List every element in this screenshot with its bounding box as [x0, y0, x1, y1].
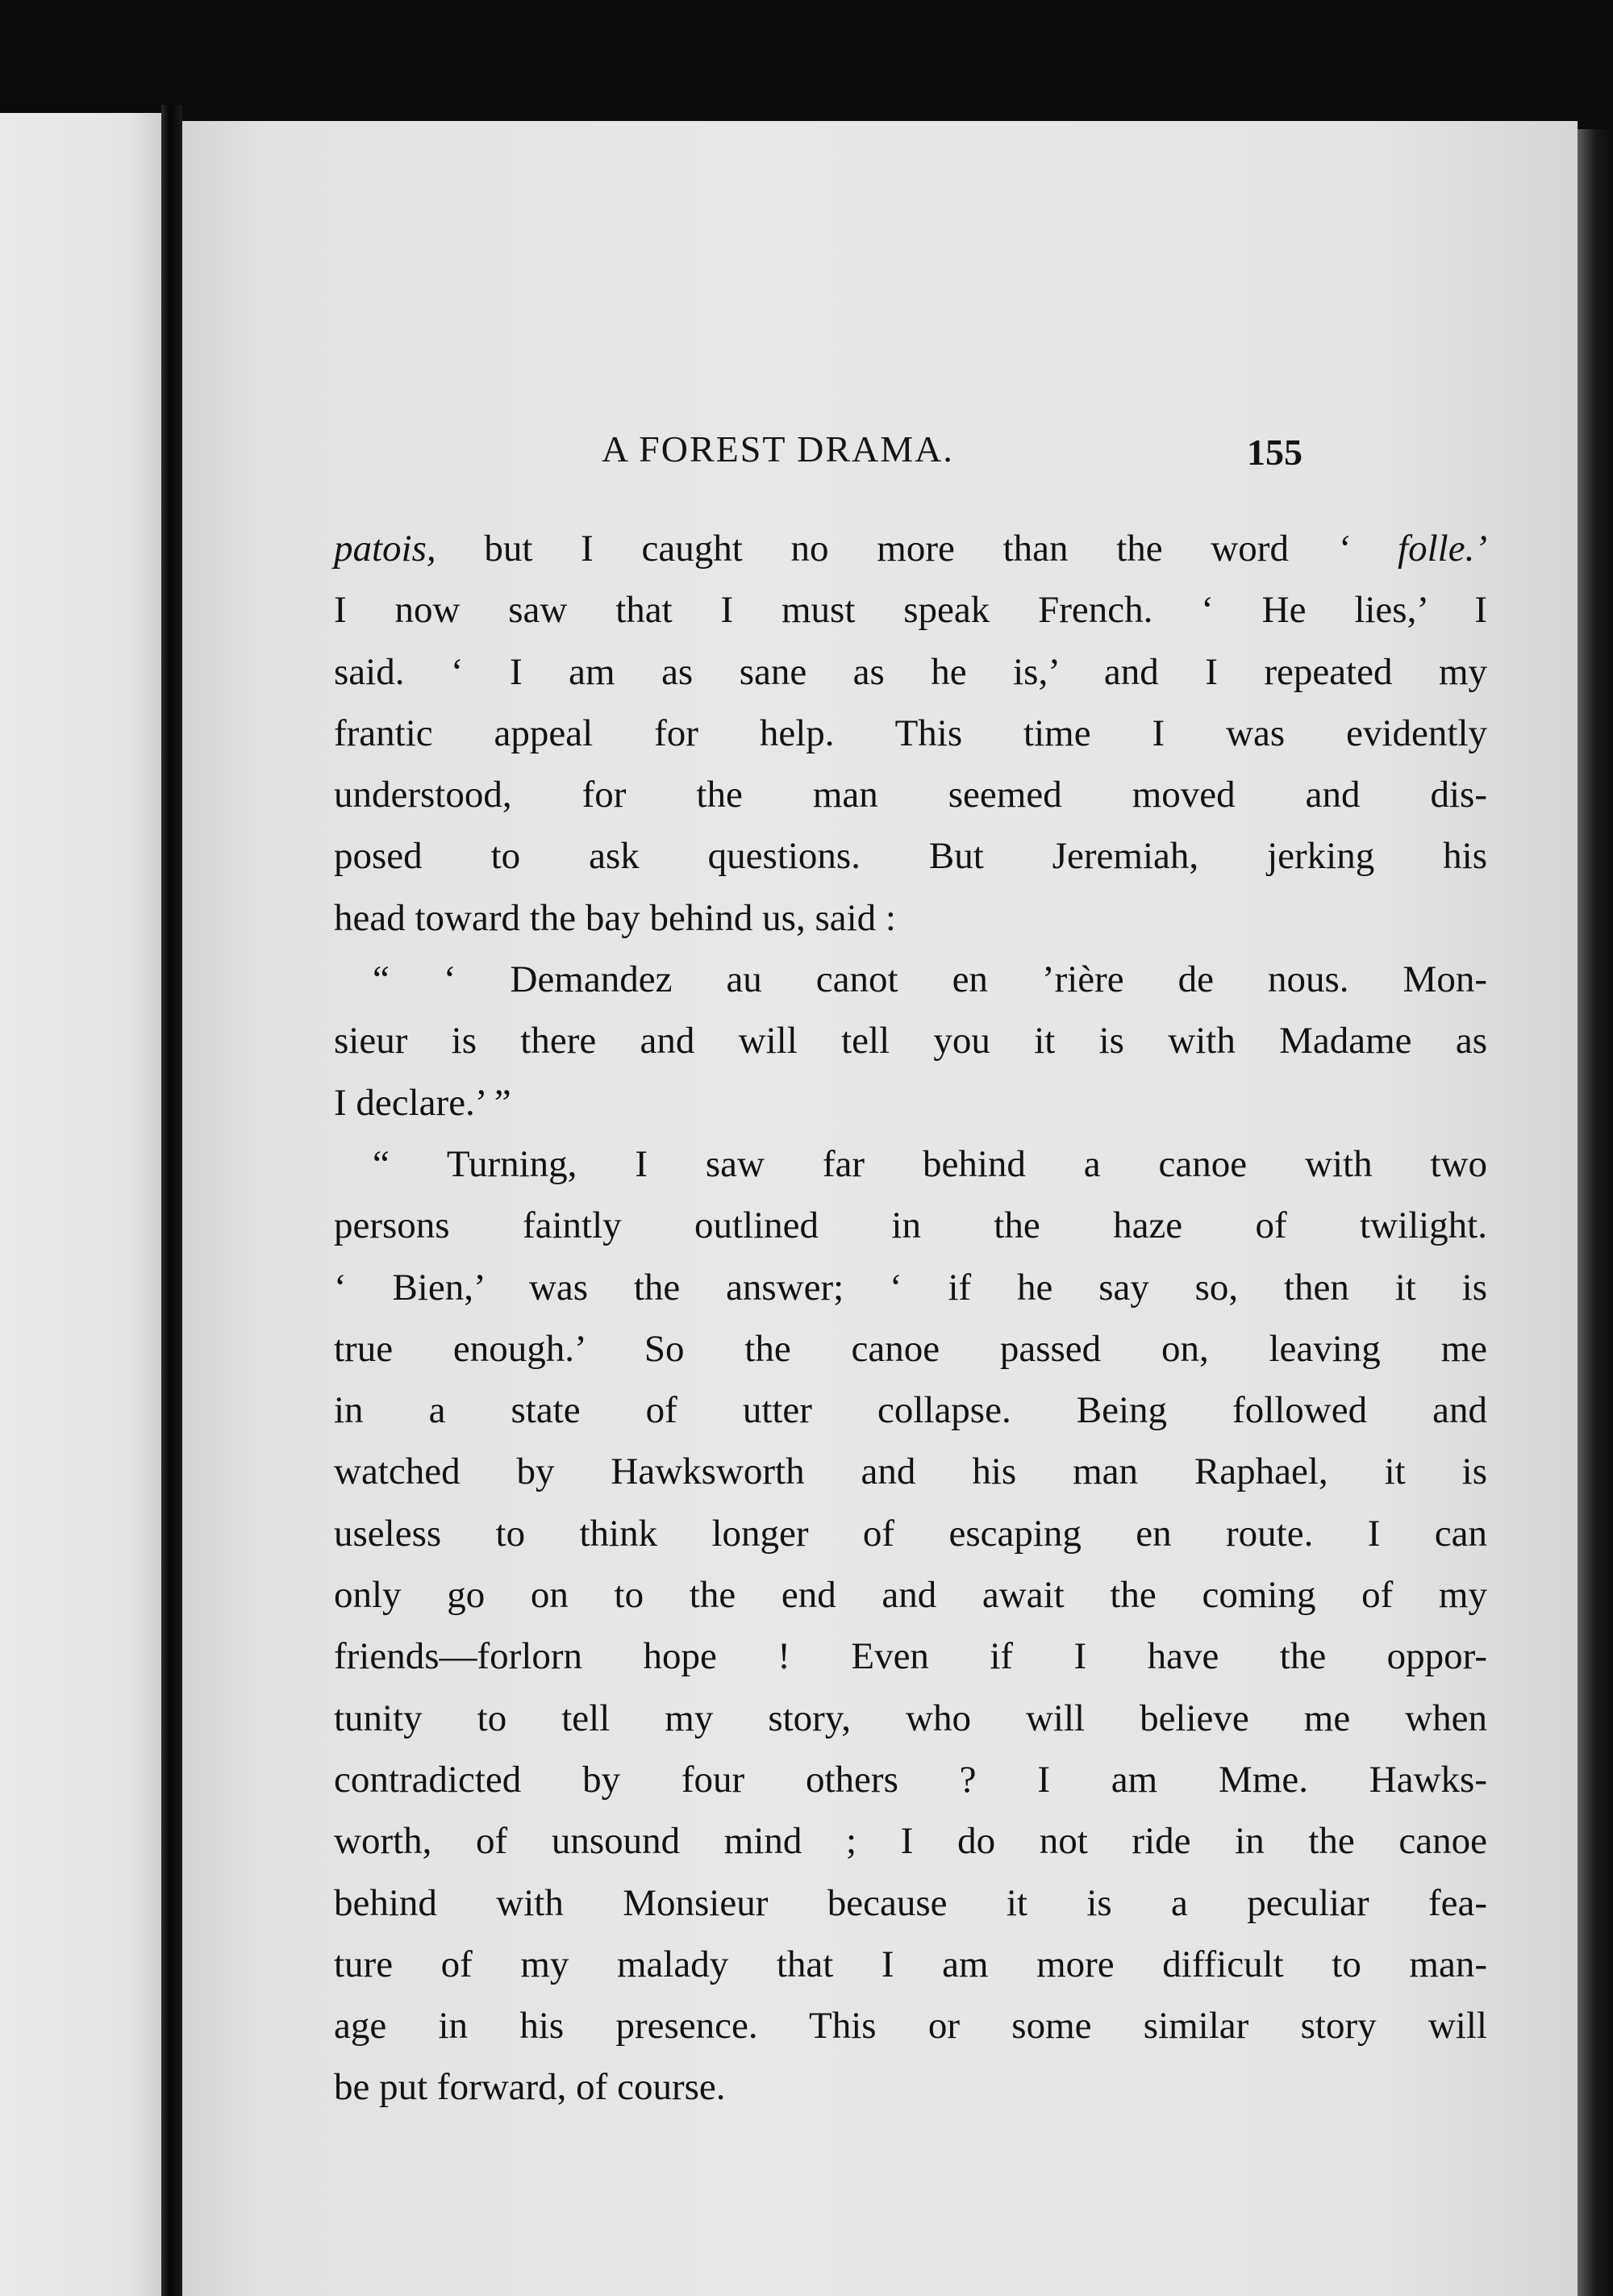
line-text: but I caught no more than the word: [436, 528, 1337, 570]
line-text: worth, of unsound mind ; I do not ride in the canoe: [334, 1820, 1487, 1863]
text-line: [334, 1441, 1487, 1502]
text-line: [334, 641, 1487, 703]
line-text: watched by Hawksworth and his man Raphael, it is: [334, 1451, 1487, 1493]
line-text: I now saw that I must speak French. ‘ He lies,’ I: [334, 589, 1487, 632]
paragraph: [334, 1133, 1487, 2119]
paragraph: [334, 518, 1487, 949]
line-text: be put forward, of course.: [334, 2066, 726, 2109]
body-text: [334, 518, 1487, 2119]
line-text: sieur is there and will tell you it is with Madame as: [334, 1020, 1487, 1062]
line-text: frantic appeal for help. This time I was evidently: [334, 712, 1487, 754]
line-text: in a state of utter collapse. Being followed and: [334, 1389, 1487, 1432]
line-text: true enough.’ So the canoe passed on, leaving me: [334, 1327, 1487, 1370]
page-number: 155: [1247, 432, 1302, 473]
line-text: head toward the bay behind us, said :: [334, 896, 896, 939]
line-text: friends—forlorn hope ! Even if I have the oppor-: [334, 1635, 1487, 1678]
text-line: [334, 1133, 1487, 1195]
text-line: [334, 764, 1487, 825]
text-line: [334, 825, 1487, 887]
text-line: [334, 579, 1487, 641]
text-line: [334, 1503, 1487, 1564]
book-page: [182, 121, 1578, 2296]
text-line: [334, 1564, 1487, 1626]
text-line: [334, 1257, 1487, 1318]
line-text: tunity to tell my story, who will believe me when: [334, 1697, 1487, 1739]
text-line: [334, 1995, 1487, 2056]
line-text: “ ‘ Demandez au canot en ’rière de nous. Mon-: [373, 958, 1487, 1001]
text-line: [334, 887, 1487, 949]
italic-text: patois,: [334, 528, 436, 570]
page-header: [182, 428, 1578, 484]
book-gutter: [161, 105, 182, 2296]
line-text: understood, for the man seemed moved and dis-: [334, 774, 1487, 816]
text-line: [334, 518, 1487, 579]
line-text: only go on to the end and await the coming of my: [334, 1574, 1487, 1617]
line-text: posed to ask questions. But Jeremiah, jerking his: [334, 835, 1487, 878]
text-line: [334, 1318, 1487, 1380]
line-text: ture of my malady that I am more difficult to man-: [334, 1943, 1487, 1985]
text-line: [334, 1749, 1487, 1810]
text-line: [334, 1626, 1487, 1687]
text-line: [334, 1934, 1487, 1995]
line-text: said. ‘ I am as sane as he is,’ and I repeated my: [334, 650, 1487, 693]
line-text: “ Turning, I saw far behind a canoe with two: [373, 1142, 1487, 1185]
running-title: A FOREST DRAMA.: [602, 428, 954, 470]
italic-text: ‘ folle.’: [1336, 528, 1487, 570]
text-line: [334, 1380, 1487, 1441]
text-line: [334, 1810, 1487, 1872]
left-page-edge: [0, 113, 161, 2296]
text-line: [334, 703, 1487, 764]
text-line: [334, 1688, 1487, 1749]
paragraph: [334, 949, 1487, 1133]
text-line: [334, 2056, 1487, 2118]
text-line: [334, 1072, 1487, 1133]
text-line: [334, 1195, 1487, 1256]
line-text: contradicted by four others ? I am Mme. Hawks-: [334, 1758, 1487, 1801]
line-text: useless to think longer of escaping en route. I can: [334, 1512, 1487, 1555]
line-text: ‘ Bien,’ was the answer; ‘ if he say so, then it is: [334, 1266, 1487, 1309]
text-line: [334, 949, 1487, 1010]
line-text: persons faintly outlined in the haze of twilight.: [334, 1204, 1487, 1247]
text-line: [334, 1872, 1487, 1934]
right-page-edge: [1578, 129, 1613, 2296]
line-text: behind with Monsieur because it is a peculiar fea-: [334, 1881, 1487, 1924]
line-text: age in his presence. This or some similar story will: [334, 2005, 1487, 2048]
text-line: [334, 1010, 1487, 1071]
line-text: I declare.’ ”: [334, 1081, 511, 1124]
